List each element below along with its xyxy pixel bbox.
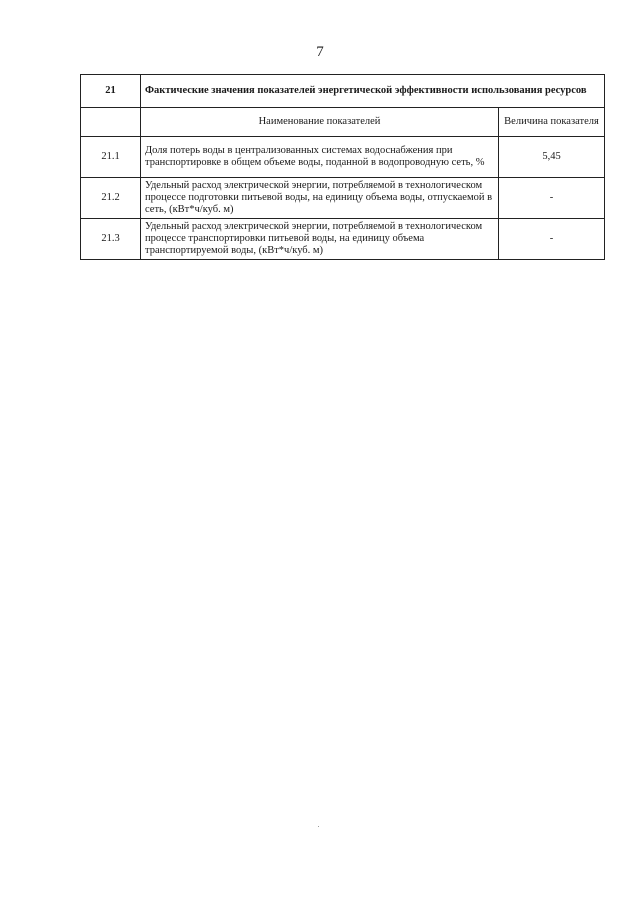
section-number: 21 bbox=[81, 75, 141, 108]
header-number-cell bbox=[81, 108, 141, 137]
table-row bbox=[81, 178, 605, 219]
row-name: Удельный расход электрической энергии, потребляемой в технологическом процессе транспортировки питьевой воды, на единицу объема транспортируемой воды, (кВт*ч/куб. м) bbox=[141, 219, 499, 260]
section-title: Фактические значения показателей энергетической эффективности использования ресурсов bbox=[141, 75, 605, 108]
row-value: - bbox=[499, 178, 605, 219]
section-row bbox=[81, 75, 605, 108]
row-number: 21.1 bbox=[81, 137, 141, 178]
header-name: Наименование показателей bbox=[141, 108, 499, 137]
row-name: Удельный расход электрической энергии, потребляемой в технологическом процессе подготовки питьевой воды, на единицу объема воды, отпускаемой в сеть, (кВт*ч/куб. м) bbox=[141, 178, 499, 219]
row-value: 5,45 bbox=[499, 137, 605, 178]
page-number: 7 bbox=[316, 44, 324, 60]
row-name: Доля потерь воды в централизованных системах водоснабжения при транспортировке в общем объеме воды, поданной в водопроводную сеть, % bbox=[141, 137, 499, 178]
scan-speck bbox=[318, 826, 319, 827]
indicators-table bbox=[80, 74, 605, 260]
row-number: 21.2 bbox=[81, 178, 141, 219]
row-number: 21.3 bbox=[81, 219, 141, 260]
row-value: - bbox=[499, 219, 605, 260]
table-row bbox=[81, 219, 605, 260]
table-row bbox=[81, 137, 605, 178]
header-row bbox=[81, 108, 605, 137]
header-value: Величина показателя bbox=[499, 108, 605, 137]
